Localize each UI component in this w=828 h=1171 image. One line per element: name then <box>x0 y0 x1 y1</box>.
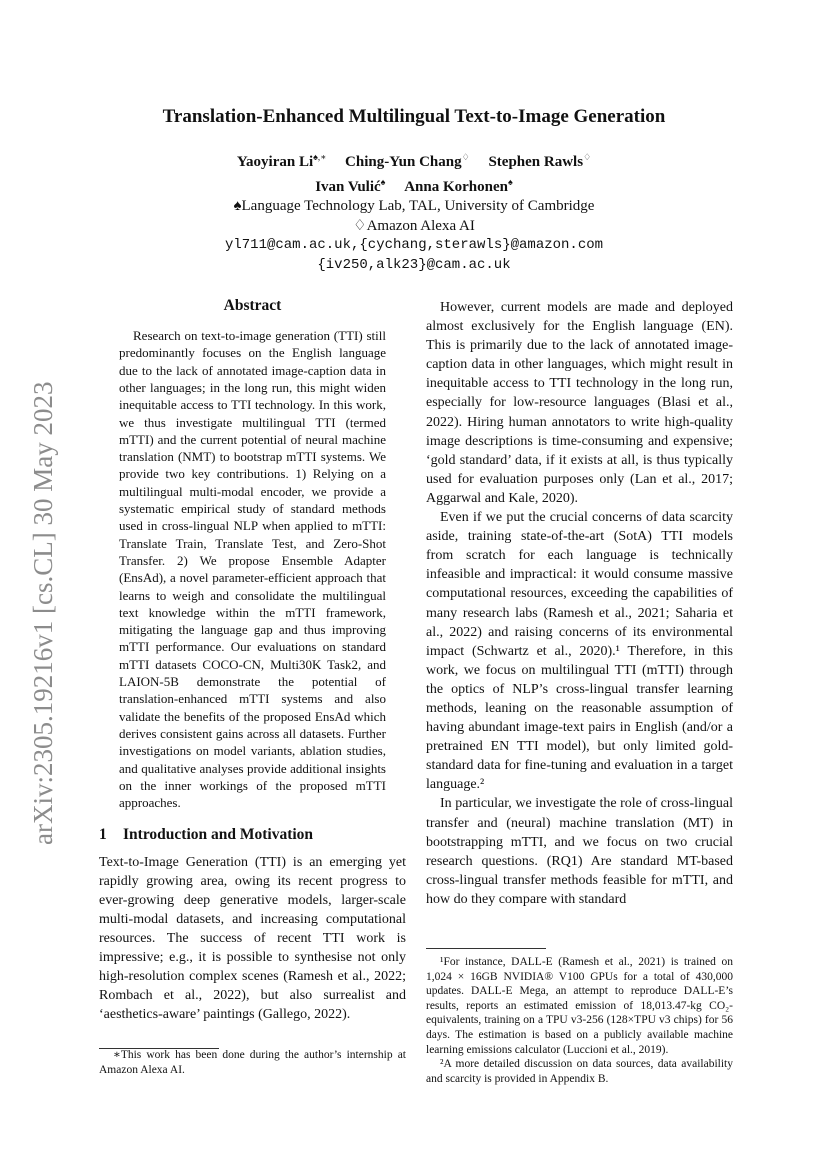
affiliation: Amazon Alexa AI <box>366 217 475 234</box>
email-line: {iv250,alk23}@cam.ac.uk <box>317 256 511 273</box>
author-block <box>170 148 658 275</box>
footnote-2: ²A more detailed discussion on data sources, data availability and scarcity is provided in Appendix B. <box>426 1058 733 1085</box>
section-heading <box>99 825 406 844</box>
section-title: Introduction and Motivation <box>123 826 314 844</box>
arxiv-id: arXiv:2305.19216v1 [cs.CL] 30 May 2023 <box>28 381 58 845</box>
intro-paragraph-4: In particular, we investigate the role of cross-lingual transfer and (neural) machine translation (MT) in bootstrapping mTTI, and we focus on two crucial research questions. (RQ1) Are standard MT-based cross-lingual transfer methods feasible for mTTI, and how do they compare with standard <box>426 796 733 907</box>
author-name: Ivan Vulić <box>315 178 381 195</box>
intro-paragraph-1: Text-to-Image Generation (TTI) is an emerging yet rapidly growing area, owing its recent progress to ever-growing deep generative models, larger-scale multi-modal datasets, and increasing computational resources. The success of recent TTI work is impressive; e.g., it is possible to synthesise not only high-resolution complex scenes (Ramesh et al., 2022; Rombach et al., 2022), but also surrealist and ‘aesthetics-aware’ paintings (Gallego, 2022). <box>99 854 406 1023</box>
abstract-text: Research on text-to-image generation (TTI) still predominantly focuses on the English language due to the lack of annotated image-caption data in other languages; in the long run, this might widen inequitable access to TTI technology. In this work, we thus investigate multilingual TTI (termed mTTI) and the current potential of neural machine translation (NMT) to bootstrap mTTI systems. We provide two key contributions. 1) Relying on a multilingual multi-modal encoder, we provide a systematic empirical study of standard methods used in cross-lingual NLP when applied to mTTI: Translate Train, Translate Test, and Zero-Shot Transfer. 2) We propose Ensemble Adapter (EnsAd), a novel parameter-efficient approach that learns to weigh and consolidate the multilingual text knowledge within the mTTI framework, mitigating the language gap and thus improving mTTI performance. Our evaluations on standard mTTI datasets COCO-CN, Multi30K Task2, and LAION-5B demonstrate the potential of translation-enhanced mTTI systems and also validate the benefits of the proposed EnsAd which derives consistent gains across all datasets. Further investigations on model variants, ablation studies, and qualitative analyses provide additional insights on the inner workings of the proposed mTTI approaches. <box>119 328 386 811</box>
author-name: Ching-Yun Chang <box>345 154 462 170</box>
section-number: 1 <box>99 826 107 844</box>
affiliation: Language Technology Lab, TAL, University of Cambridge <box>241 198 595 214</box>
paper-title: Translation-Enhanced Multilingual Text-to-Image Generation <box>162 106 666 127</box>
footnote-star: ∗This work has been done during the author’s internship at Amazon Alexa AI. <box>99 1049 406 1076</box>
author-mark: ♠ <box>507 176 513 187</box>
author-mark: ♠,∗ <box>313 152 327 162</box>
intro-paragraph-3: Even if we put the crucial concerns of data scarcity aside, training state-of-the-art (SotA) TTI models from scratch for each language is technically infeasible and impractical: it would consume massive computational resources, exceeding the capabilities of many research labs (Ramesh et al., 2021; Saharia et al., 2022) and raising concerns of its environmental impact (Schwartz et al., 2020).¹ Therefore, in this work, we focus on multilingual TTI (mTTI) through the optics of NLP’s cross-lingual transfer learning methods, leaning on the reasonable assumption of having abundant image-text pairs in English (and/or a pretrained EN TTI model), but only limited gold-standard data for fine-tuning and evaluation in a target language.² <box>426 510 733 793</box>
author-mark: ♢ <box>461 152 470 162</box>
abstract-heading: Abstract <box>223 297 282 314</box>
author-name: Stephen Rawls <box>488 154 584 170</box>
author-name: Anna Korhonen <box>404 178 508 195</box>
arxiv-sidebar <box>22 350 62 850</box>
author-mark: ♢ <box>583 152 592 162</box>
footnote-rule <box>426 948 546 949</box>
author-mark: ♠ <box>380 176 386 187</box>
right-column <box>426 298 733 1085</box>
intro-paragraph-2: However, current models are made and deployed almost exclusively for the English language (EN). This is primarily due to the lack of annotated image-caption data in other languages, which might result in inequitable access to TTI technology in the long run, especially for low-resource languages (Blasi et al., 2022). Hiring human annotators to write high-quality image descriptions is time-consuming and expensive; ‘gold standard’ data, if it exists at all, is thus typically used for evaluation purposes only (Lan et al., 2017; Aggarwal and Kale, 2020). <box>426 300 733 506</box>
author-name: Yaoyiran Li <box>236 154 314 170</box>
left-column <box>99 296 406 1076</box>
email-line: yl711@cam.ac.uk,{cychang,sterawls}@amazon.com <box>224 237 604 253</box>
footnote-1: ¹For instance, DALL-E (Ramesh et al., 2021) is trained on 1,024 × 16GB NVIDIA® V100 GPUs for a total of 430,000 updates. DALL-E Mega, an attempt to reproduce DALL-E’s results, reports an estimated emission of 18,013.47-kg CO₂-equivalents, training on a TPU v3-256 (128×TPU v3 chips) for 56 days. The estimation is based on a publicly available machine learning emissions calculator (Luccioni et al., 2019). <box>426 956 733 1056</box>
affiliation-mark: ♢ <box>353 217 367 234</box>
affiliation-mark: ♠ <box>233 198 242 214</box>
